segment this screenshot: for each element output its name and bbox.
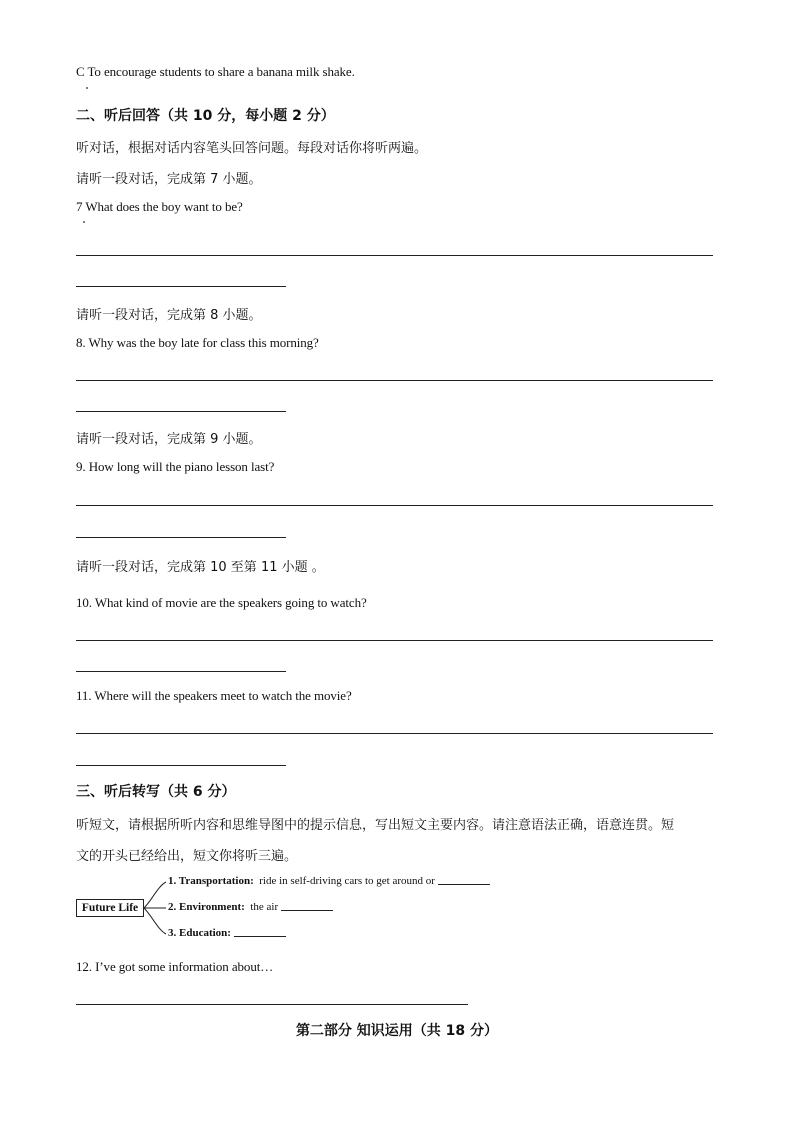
mindmap-item-text: ride in self-driving cars to get around or	[259, 875, 435, 887]
section3-instruction-2: 文的开头已经给出，短文你将听三遍。	[76, 849, 298, 864]
answer-line-12[interactable]	[76, 1004, 468, 1005]
section3-instruction-1: 听短文，请根据所听内容和思维导图中的提示信息，写出短文主要内容。请注意语法正确，语意连贯。短	[76, 818, 675, 833]
mindmap-item-transportation	[168, 875, 490, 887]
question-11: 11. Where will the speakers meet to watch the movie?	[76, 688, 352, 703]
prompt-7: 请听一段对话，完成第 7 小题。	[76, 172, 262, 187]
prompt-8: 请听一段对话，完成第 8 小题。	[76, 308, 262, 323]
question-7: 7 What does the boy want to be?	[76, 199, 243, 214]
mindmap-item-education	[168, 927, 286, 939]
question-12: 12. I’ve got some information about…	[76, 959, 274, 974]
section2-heading: 二、听后回答（共 10 分，每小题 2 分）	[76, 108, 335, 124]
mindmap-item-label: 3. Education:	[168, 927, 231, 939]
mindmap-item-label: 1. Transportation:	[168, 875, 254, 887]
mindmap-item-label: 2. Environment:	[168, 901, 245, 913]
option-c: C To encourage students to share a banana milk shake.	[76, 64, 355, 79]
mindmap-item-environment	[168, 901, 333, 913]
mindmap-item-text: the air	[250, 901, 279, 913]
question-8: 8. Why was the boy late for class this morning?	[76, 335, 319, 350]
prompt-9: 请听一段对话，完成第 9 小题。	[76, 432, 262, 447]
fill-blank[interactable]	[234, 936, 286, 937]
section3-heading: 三、听后转写（共 6 分）	[76, 784, 236, 800]
fill-blank[interactable]	[438, 884, 490, 885]
part2-heading: 第二部分 知识运用（共 18 分）	[295, 1023, 499, 1039]
question-10: 10. What kind of movie are the speakers going to watch?	[76, 595, 367, 610]
question-9: 9. How long will the piano lesson last?	[76, 459, 275, 474]
section2-instruction: 听对话，根据对话内容笔头回答问题。每段对话你将听两遍。	[76, 141, 428, 156]
mindmap-center: Future Life	[76, 899, 144, 917]
prompt-10-11: 请听一段对话，完成第 10 至第 11 小题 。	[76, 560, 325, 575]
fill-blank[interactable]	[281, 910, 333, 911]
